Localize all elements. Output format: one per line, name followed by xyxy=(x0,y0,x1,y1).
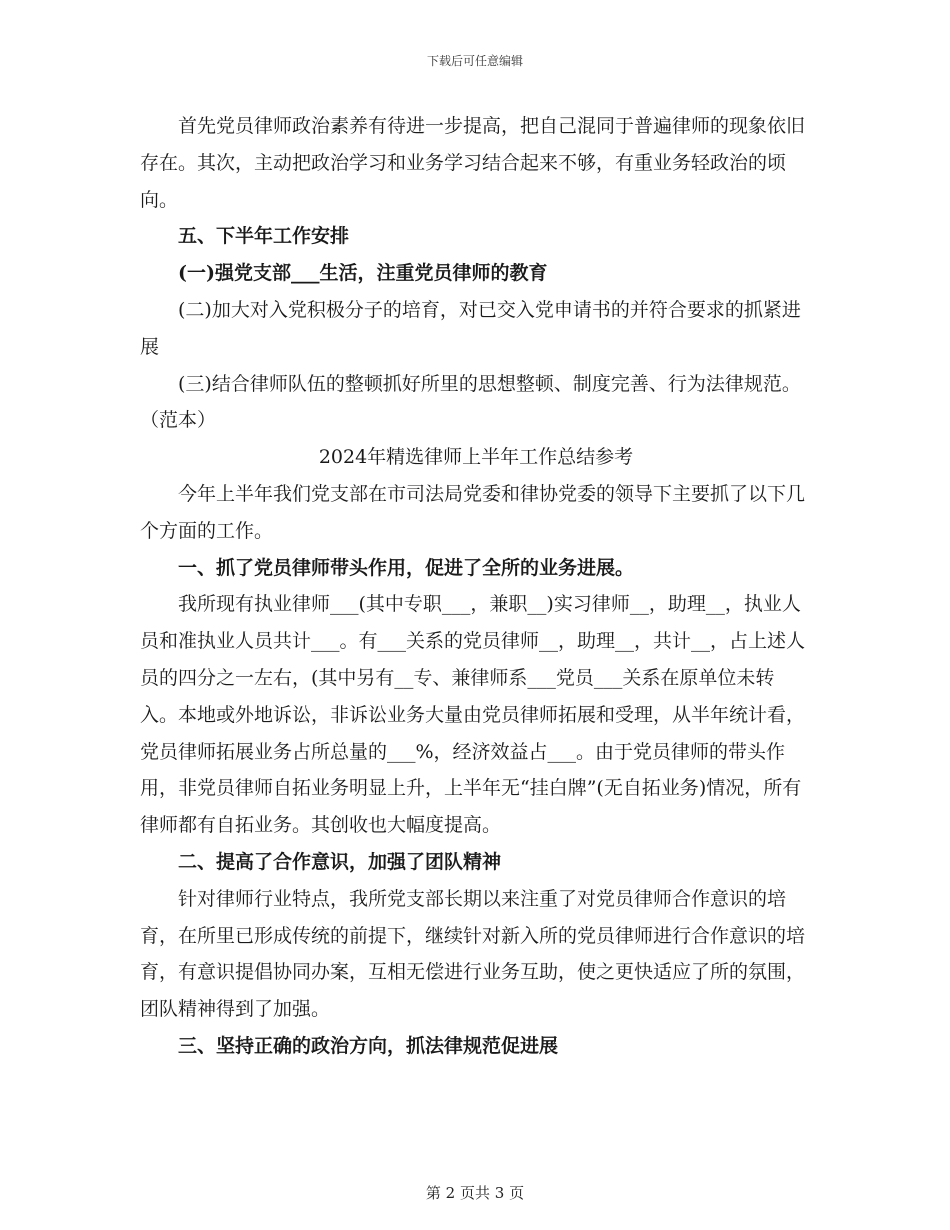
document-title: 2024年精选律师上半年工作总结参考 xyxy=(318,446,634,469)
paragraph-teamwork: 针对律师行业特点，我所党支部长期以来注重了对党员律师合作意识的培育，在所里已形成传统的前提下，继续针对新入所的党员律师进行合作意识的培育，有意识提倡协同办案，互相无偿进行业务互助，使之更快适应了所的氛围，团队精神得到了加强。 xyxy=(140,887,806,1021)
page-footer: 第 2 页共 3 页 xyxy=(425,1184,525,1202)
heading-part-three: 三、坚持正确的政治方向，抓法律规范促进展 xyxy=(178,1034,559,1057)
paragraph-item-three: (三)结合律师队伍的整顿抓好所里的思想整顿、制度完善、行为法律规范。（范本） xyxy=(140,372,801,432)
heading-part-one: 一、抓了党员律师带头作用，促进了全所的业务进展。 xyxy=(178,556,635,579)
heading-item-one: (一)强党支部___生活，注重党员律师的教育 xyxy=(178,262,548,285)
page-header: 下载后可任意编辑 xyxy=(426,54,523,68)
heading-part-two: 二、提高了合作意识，加强了团队精神 xyxy=(178,850,502,873)
paragraph-item-two: (二)加大对入党积极分子的培育，对已交入党申请书的并符合要求的抓紧进展 xyxy=(140,298,801,358)
paragraph-shortcomings: 首先党员律师政治素养有待进一步提高，把自己混同于普遍律师的现象依旧存在。其次，主动把政治学习和业务学习结合起来不够，有重业务轻政治的顷向。 xyxy=(140,115,806,211)
document-body xyxy=(140,108,812,1065)
heading-section-five: 五、下半年工作安排 xyxy=(178,225,350,248)
paragraph-intro: 今年上半年我们党支部在市司法局党委和律协党委的领导下主要抓了以下几个方面的工作。 xyxy=(140,482,806,542)
paragraph-staff-stats: 我所现有执业律师___(其中专职___，兼职__)实习律师__，助理__，执业人员和准执业人员共计___。有___关系的党员律师__，助理__，共计__，占上述人员的四分之一左右，(其中另有__专、兼律师系___党员___关系在原单位未转入。本地或外地诉讼，非诉讼业务大量由党员律师拓展和受理，从半年统计看，党员律师拓展业务占所总量的___%，经济效益占___。由于党员律师的带头作用，非党员律师自拓业务明显上升，上半年无“挂白牌”(无自拓业务)情况，所有律师都有自拓业务。其创收也大幅度提高。 xyxy=(140,593,806,837)
